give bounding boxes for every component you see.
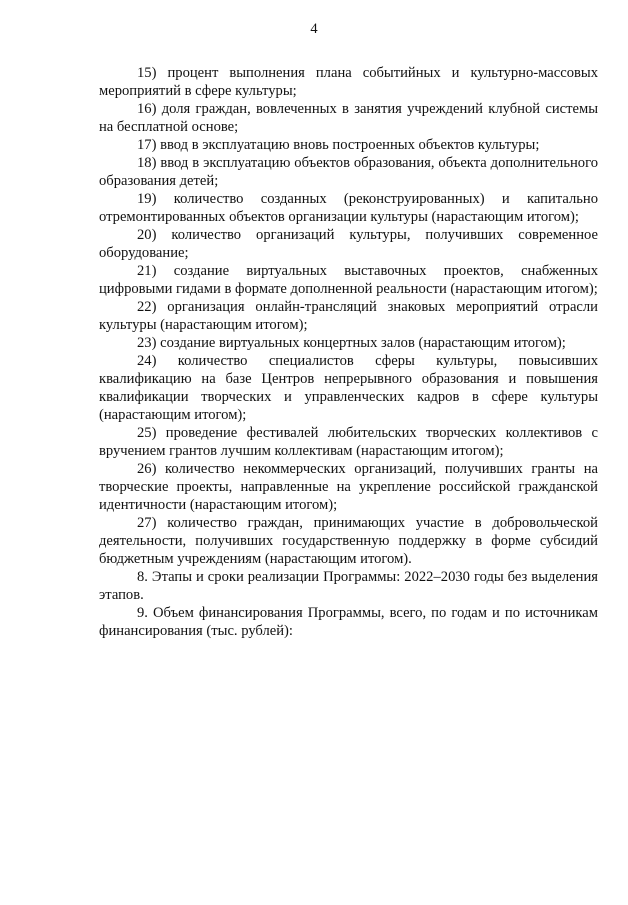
list-item: 27) количество граждан, принимающих участие в добровольческой деятельности, получивших государственную поддержку в форме субсидий бюджетным учреждениям (нарастающим итогом). — [99, 515, 598, 567]
list-item: 15) процент выполнения плана событийных и культурно-массовых мероприятий в сфере культуры; — [99, 65, 598, 99]
list-item: 25) проведение фестивалей любительских творческих коллективов с вручением грантов лучшим коллективам (нарастающим итогом); — [99, 425, 598, 459]
list-item: 26) количество некоммерческих организаций, получивших гранты на творческие проекты, направленные на укрепление российской гражданской идентичности (нарастающим итогом); — [99, 461, 598, 513]
list-item: 22) организация онлайн-трансляций знаковых мероприятий отрасли культуры (нарастающим итогом); — [99, 299, 598, 333]
list-item: 24) количество специалистов сферы культуры, повысивших квалификацию на базе Центров непрерывного образования и повышения квалификации творческих и управленческих кадров в сфере культуры (нарастающим итогом); — [99, 353, 598, 423]
list-item: 18) ввод в эксплуатацию объектов образования, объекта дополнительного образования детей; — [99, 155, 598, 189]
section-financing-paragraph: 9. Объем финансирования Программы, всего, по годам и по источникам финансирования (тыс. рублей): — [99, 605, 598, 639]
page-number: 4 — [310, 21, 318, 37]
list-item: 19) количество созданных (реконструированных) и капитально отремонтированных объектов организации культуры (нарастающим итогом); — [99, 191, 598, 225]
list-item: 21) создание виртуальных выставочных проектов, снабженных цифровыми гидами в формате дополненной реальности (нарастающим итогом); — [99, 263, 598, 297]
list-item: 20) количество организаций культуры, получивших современное оборудование; — [99, 227, 598, 261]
list-item: 16) доля граждан, вовлеченных в занятия учреждений клубной системы на бесплатной основе; — [99, 101, 598, 135]
document-body — [99, 64, 598, 640]
list-item: 17) ввод в эксплуатацию вновь построенных объектов культуры; — [137, 137, 540, 153]
section-stages-paragraph: 8. Этапы и сроки реализации Программы: 2022–2030 годы без выделения этапов. — [99, 569, 598, 603]
list-item: 23) создание виртуальных концертных залов (нарастающим итогом); — [137, 335, 566, 351]
